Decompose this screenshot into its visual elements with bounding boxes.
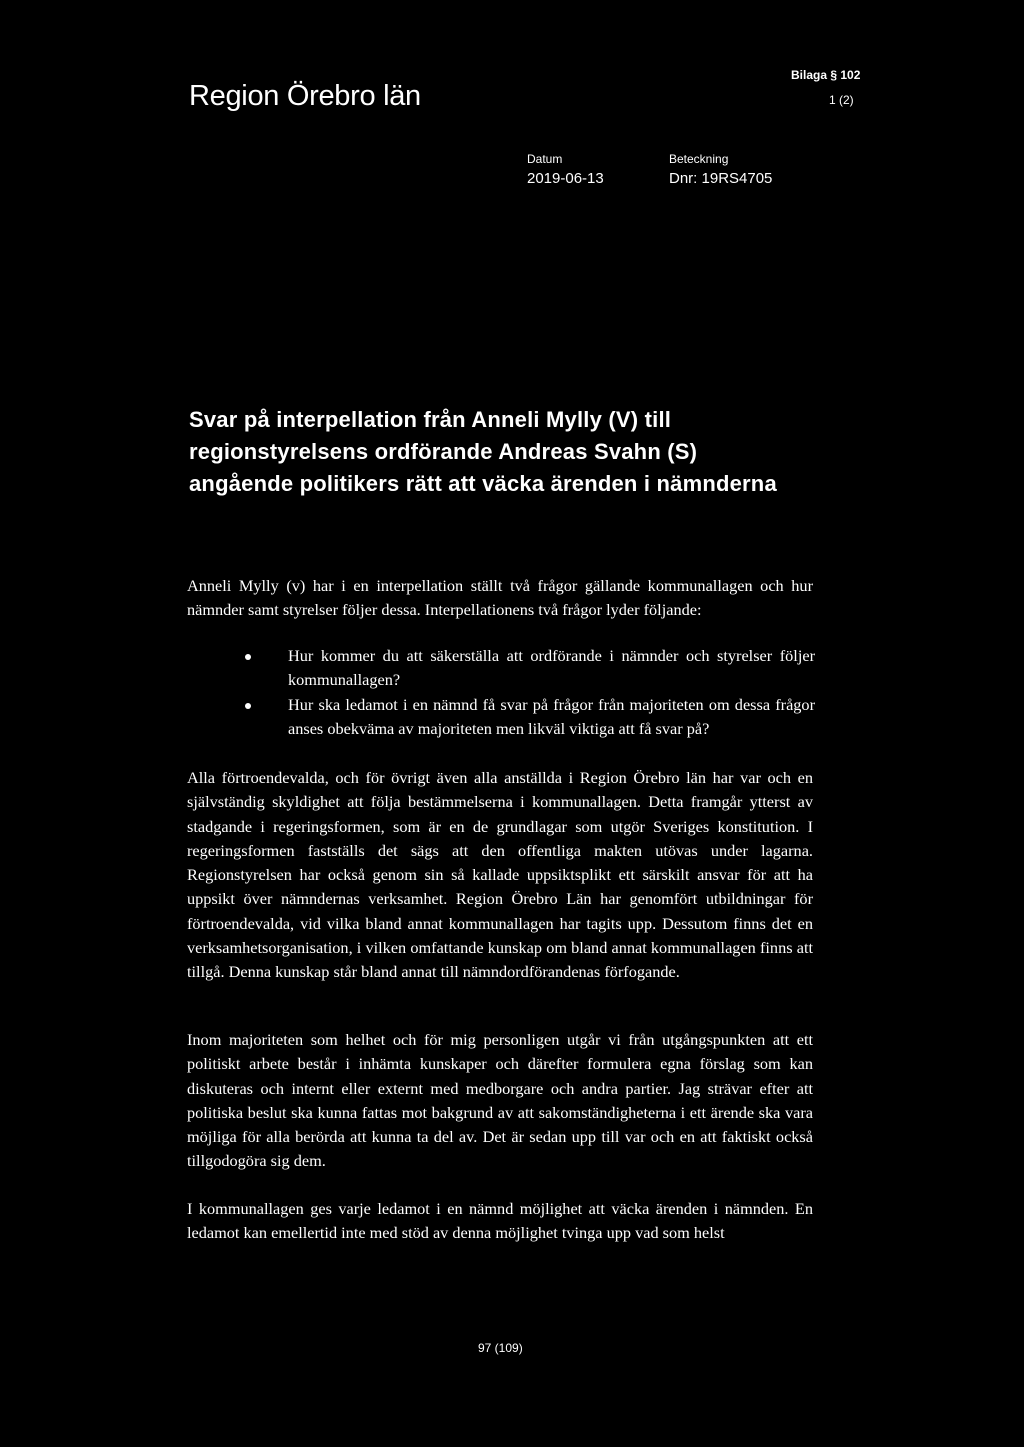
paragraph-majority: Inom majoriteten som helhet och för mig personligen utgår vi från utgångspunkten att ett politiskt arbete består i inhämta kunskaper och därefter formulera egna förslag som kan diskuteras och internt eller externt med medborgare och andra partier. Jag strävar efter att politiska beslut ska kunna fattas mot bakgrund av att sakomständigheterna i ett ärende ska vara möjliga för alla berörda att kunna ta del av. Det är sedan upp till var och en att faktiskt också tillgodogöra sig dem. — [187, 1030, 813, 1171]
question-text: Hur ska ledamot i en nämnd få svar på frågor från majoriteten om dessa frågor anses obekväma av majoriteten men likväl viktiga att få svar på? — [288, 694, 815, 738]
appendix-label: Bilaga § 102 — [791, 68, 861, 82]
title-line: angående politikers rätt att väcka ärenden i nämnderna — [189, 471, 777, 496]
reference-label: Beteckning — [669, 152, 729, 166]
date-label: Datum — [527, 152, 563, 166]
bullet-icon — [245, 654, 251, 660]
document-title — [189, 404, 839, 500]
reference-value: Dnr: 19RS4705 — [669, 170, 773, 187]
title-line: Svar på interpellation från Anneli Mylly (V) till — [189, 407, 672, 432]
date-value: 2019-06-13 — [527, 170, 604, 187]
paragraph-municipal-law: I kommunallagen ges varje ledamot i en nämnd möjlighet att väcka ärenden i nämnden. En ledamot kan emellertid inte med stöd av denna möjlighet tvinga upp vad som helst — [187, 1199, 813, 1243]
page-indicator: 1 (2) — [829, 93, 854, 107]
organization-name: Region Örebro län — [189, 80, 421, 112]
bullet-icon — [245, 703, 251, 709]
title-line: regionstyrelsens ordförande Andreas Svahn (S) — [189, 439, 698, 464]
question-text: Hur kommer du att säkerställa att ordförande i nämnder och styrelser följer kommunallagen? — [288, 646, 815, 690]
page-number: 97 (109) — [478, 1341, 523, 1355]
intro-paragraph: Anneli Mylly (v) har i en interpellation ställt två frågor gällande kommunallagen och hur nämnder samt styrelser följer dessa. Interpellationens två frågor lyder följande: — [187, 576, 813, 620]
question-list — [245, 644, 815, 741]
list-item — [245, 644, 815, 693]
list-item — [245, 693, 815, 742]
paragraph-responsibility: Alla förtroendevalda, och för övrigt även alla anställda i Region Örebro län har var och en självständig skyldighet att följa bestämmelserna i kommunallagen. Detta framgår ytterst av stadgande i regeringsformen, som är en de grundlagar som utgör Sveriges konstitution. I regeringsformen fastställs det sägs att den offentliga makten utövas under lagarna. Regionstyrelsen har också genom sin så kallade uppsiktsplikt ett särskilt ansvar för att ha uppsikt över nämndernas verksamhet. Region Örebro Län har genomfört utbildningar för förtroendevalda, vid vilka bland annat kommunallagen har tagits upp. Dessutom finns det en verksamhetsorganisation, i vilken omfattande kunskap om bland annat kommunallagen finns att tillgå. Denna kunskap står bland annat till nämndordförandenas förfogande. — [187, 768, 813, 982]
